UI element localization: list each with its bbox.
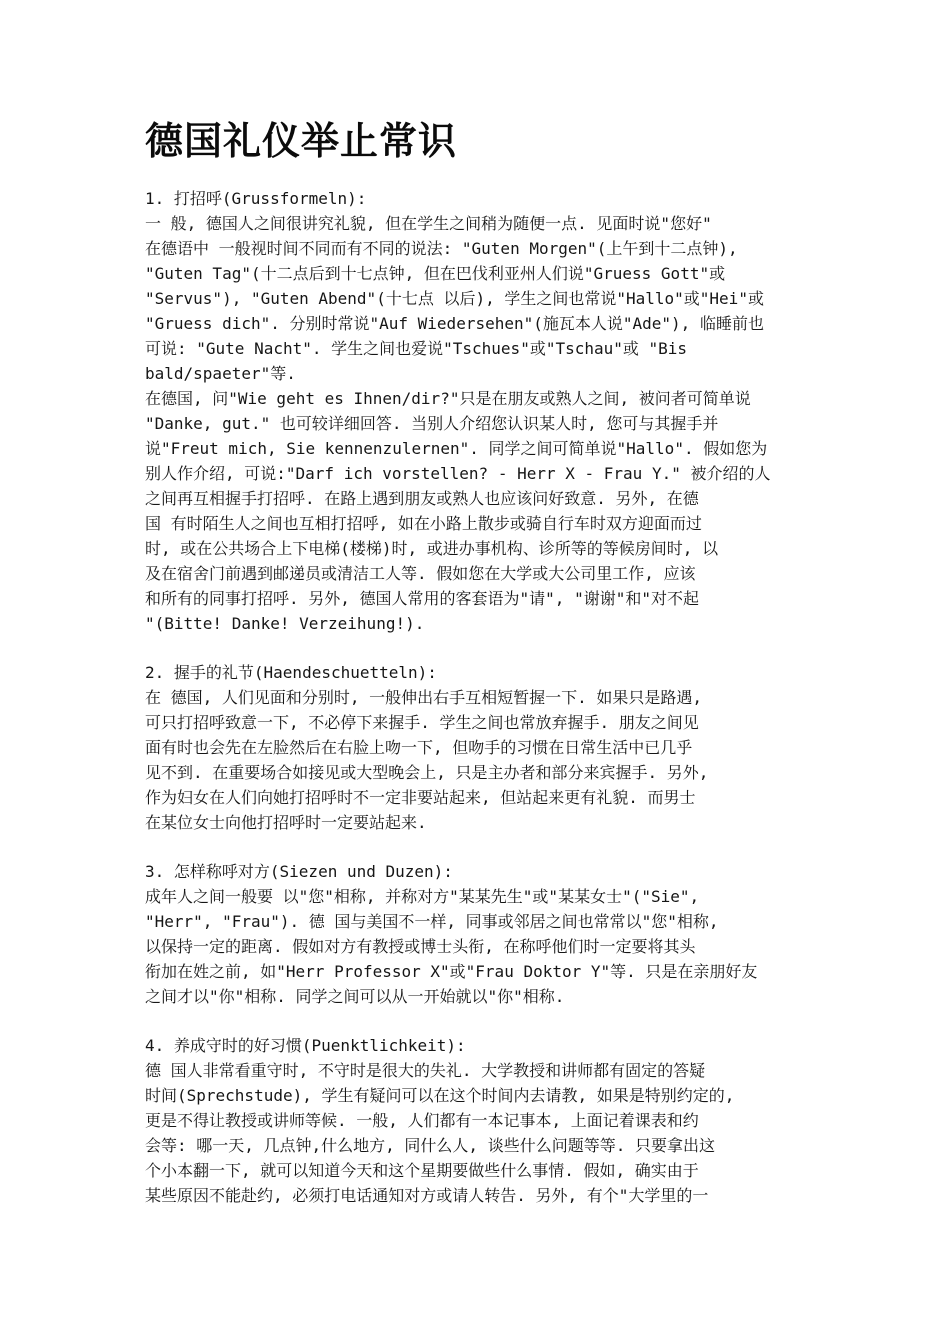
paragraph-line: 说"Freut mich, Sie kennenzulernen". 同学之间可简单说"Hallo". 假如您为 bbox=[145, 439, 768, 458]
paragraph-line: 作为妇女在人们向她打招呼时不一定非要站起来, 但站起来更有礼貌. 而男士 bbox=[145, 788, 696, 807]
paragraph-line: 成年人之间一般要 以"您"相称, 并称对方"某某先生"或"某某女士"("Sie", bbox=[145, 887, 700, 906]
paragraph-line: "Herr", "Frau"). 德 国与美国不一样, 同事或邻居之间也常常以"您"相称, bbox=[145, 912, 719, 931]
paragraph-line: 及在宿舍门前遇到邮递员或清洁工人等. 假如您在大学或大公司里工作, 应该 bbox=[145, 564, 696, 583]
paragraph-line: 在某位女士向他打招呼时一定要站起来. bbox=[145, 813, 427, 832]
paragraph-line: 会等: 哪一天, 几点钟,什么地方, 同什么人, 谈些什么问题等等. 只要拿出这 bbox=[145, 1136, 715, 1155]
section-2 bbox=[145, 660, 825, 835]
paragraph-line: 在德语中 一般视时间不同而有不同的说法: "Guten Morgen"(上午到十二点钟), bbox=[145, 239, 738, 258]
paragraph-line: 以保持一定的距离. 假如对方有教授或博士头衔, 在称呼他们时一定要将其头 bbox=[145, 937, 696, 956]
section-heading: 2. 握手的礼节(Haendeschuetteln): bbox=[145, 663, 437, 682]
paragraph-line: 时间(Sprechstude), 学生有疑问可以在这个时间内去请教, 如果是特别约定的, bbox=[145, 1086, 735, 1105]
paragraph-line: 在 德国, 人们见面和分别时, 一般伸出右手互相短暂握一下. 如果只是路遇, bbox=[145, 688, 703, 707]
paragraph-line: 之间再互相握手打招呼. 在路上遇到朋友或熟人也应该问好致意. 另外, 在德 bbox=[145, 489, 699, 508]
document-body bbox=[145, 186, 825, 1232]
paragraph-line: "Servus"), "Guten Abend"(十七点 以后), 学生之间也常说"Hallo"或"Hei"或 bbox=[145, 289, 764, 308]
paragraph-line: 可说: "Gute Nacht". 学生之间也爱说"Tschues"或"Tschau"或 "Bis bbox=[145, 339, 688, 358]
section-heading: 1. 打招呼(Grussformeln): bbox=[145, 189, 367, 208]
paragraph-line: 可只打招呼致意一下, 不必停下来握手. 学生之间也常放弃握手. 朋友之间见 bbox=[145, 713, 699, 732]
paragraph-line: 别人作介绍, 可说:"Darf ich vorstellen? - Herr X - Frau Y." 被介绍的人 bbox=[145, 464, 771, 483]
paragraph-line: 见不到. 在重要场合如接见或大型晚会上, 只是主办者和部分来宾握手. 另外, bbox=[145, 763, 709, 782]
paragraph-line: "(Bitte! Danke! Verzeihung!). bbox=[145, 614, 425, 633]
paragraph-line: 面有时也会先在左脸然后在右脸上吻一下, 但吻手的习惯在日常生活中已几乎 bbox=[145, 738, 693, 757]
paragraph-line: 衔加在姓之前, 如"Herr Professor X"或"Frau Doktor Y"等. 只是在亲朋好友 bbox=[145, 962, 758, 981]
paragraph-line: 更是不得让教授或讲师等候. 一般, 人们都有一本记事本, 上面记着课表和约 bbox=[145, 1111, 699, 1130]
section-heading: 3. 怎样称呼对方(Siezen und Duzen): bbox=[145, 862, 453, 881]
paragraph-line: 国 有时陌生人之间也互相打招呼, 如在小路上散步或骑自行车时双方迎面而过 bbox=[145, 514, 702, 533]
section-4 bbox=[145, 1033, 825, 1208]
section-3 bbox=[145, 859, 825, 1009]
paragraph-line: 之间才以"你"相称. 同学之间可以从一开始就以"你"相称. bbox=[145, 987, 565, 1006]
paragraph-line: "Danke, gut." 也可较详细回答. 当别人介绍您认识某人时, 您可与其握手并 bbox=[145, 414, 719, 433]
paragraph-line: 时, 或在公共场合上下电梯(楼梯)时, 或进办事机构、诊所等的等候房间时, 以 bbox=[145, 539, 719, 558]
paragraph-line: bald/spaeter"等. bbox=[145, 364, 296, 383]
paragraph-line: 在德国, 问"Wie geht es Ihnen/dir?"只是在朋友或熟人之间, 被问者可简单说 bbox=[145, 389, 751, 408]
paragraph-line: "Gruess dich". 分别时常说"Auf Wiedersehen"(施瓦本人说"Ade"), 临睡前也 bbox=[145, 314, 764, 333]
document-title: 德国礼仪举止常识 bbox=[145, 118, 458, 163]
paragraph-line: "Guten Tag"(十二点后到十七点钟, 但在巴伐利亚州人们说"Gruess Gott"或 bbox=[145, 264, 726, 283]
paragraph-line: 德 国人非常看重守时, 不守时是很大的失礼. 大学教授和讲师都有固定的答疑 bbox=[145, 1061, 706, 1080]
section-heading: 4. 养成守时的好习惯(Puenktlichkeit): bbox=[145, 1036, 466, 1055]
paragraph-line: 一 般, 德国人之间很讲究礼貌, 但在学生之间稍为随便一点. 见面时说"您好" bbox=[145, 214, 712, 233]
paragraph-line: 个小本翻一下, 就可以知道今天和这个星期要做些什么事情. 假如, 确实由于 bbox=[145, 1161, 699, 1180]
paragraph-line: 和所有的同事打招呼. 另外, 德国人常用的客套语为"请", "谢谢"和"对不起 bbox=[145, 589, 699, 608]
paragraph-line: 某些原因不能赴约, 必须打电话通知对方或请人转告. 另外, 有个"大学里的一 bbox=[145, 1186, 709, 1205]
section-1 bbox=[145, 186, 825, 636]
